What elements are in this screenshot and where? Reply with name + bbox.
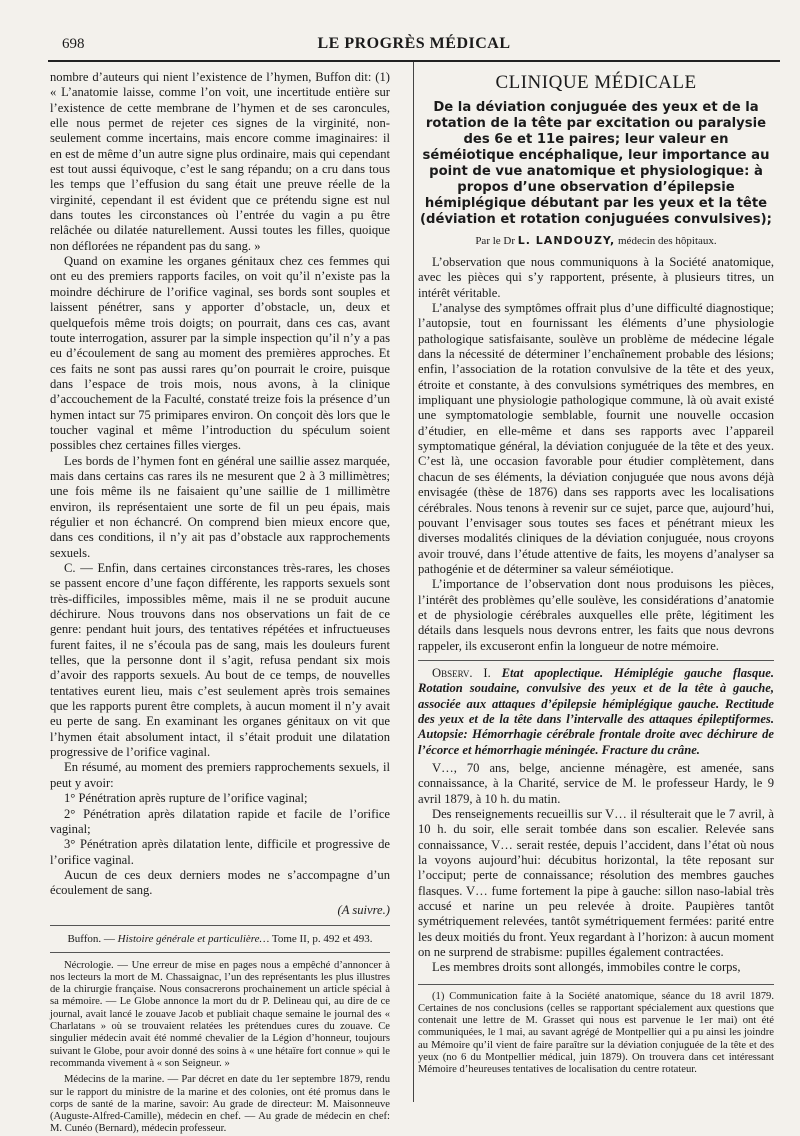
source-author: Buffon. — — [67, 932, 115, 945]
divider — [50, 925, 390, 926]
article-title: De la déviation conjuguée des yeux et de la rotation de la tête par excitation ou paralysie des 6e et 11e paires; leur valeur en séméiotique encéphalique, leur importance au point de vue anatomique et physiologique: à propos d’une observation d’épilepsie hémiplégique débutant par les yeux et la tête (déviation et rotation conjuguées convulsives); — [420, 100, 772, 227]
running-header — [48, 34, 780, 56]
paragraph: Des renseignements recueillis sur V… il résulterait que le 7 avril, à 10 h. du soir, elle serait tombée dans son escalier. Relevée sans connaissance, V… serait restée, depuis l’accident, dans l’état où nous la voyons aujourd’hui: décubitus horizontal, la tête reposant sur l’occiput; perte de connaissance; résolution des membres gauches flasques. V… fume fortement la pipe à gauche: sillon naso-labial très accusé et narine un peu relevée à droite. Paupières tantôt symétriquement relevées, tantôt symétriquement fermées: parité entre les deux moitiés du front. Yeux regardant à l’horizon: à aucun moment on ne surprend de strabisme: pupilles également contractées. — [418, 807, 774, 960]
header-rule — [48, 60, 780, 62]
list-item: 1° Pénétration après rupture de l’orifice vaginal; — [64, 791, 308, 806]
paragraph: Les bords de l’hymen font en général une saillie assez marquée, mais dans certains cas rares ils ne mesurent que 2 à 3 millimètres; une fois même ils ne faisaient qu’une saillie de 1 millimètre environ, ils représentaient une sorte de fil un peu épais, mais régulier et non échancré. On comprend bien mieux encore que, dans ces conditions, il n’y ait pas d’obstacle aux rapprochements sexuels. — [50, 453, 390, 560]
journal-title: LE PROGRÈS MÉDICAL — [317, 35, 511, 52]
paragraph: Les membres droits sont allongés, immobiles contre le corps, — [432, 960, 741, 975]
navy-doctors-note: Médecins de la marine. — Par décret en date du 1er septembre 1879, rendu sur le rapport du ministre de la marine et des colonies, ont été promus dans le corps de santé de la marine, savoir: Au grade de directeur: M. Maisonneuve (Auguste-Alfred-Camille), médecin en chef. — Au grade de médecin en chef: M. Cunéo (Bernard), médecin professeur. — [50, 1074, 390, 1135]
observation-title: Etat apoplectique. Hémiplégie gauche flasque. Rotation soudaine, convulsive des yeux et de la tête à gauche, associée aux attaques d’épilepsie hémiplégique gauche. Rectitude des yeux et de la tête dans l’intervalle des attaques épileptiformes. Autopsie: Hémorrhagie cérébrale frontale droite avec déchirure de l’écorce et hémorrhagie méningée. Fracture du crâne. — [418, 665, 774, 757]
author-title: médecin des hôpitaux. — [618, 235, 717, 247]
source-pages: Tome II, p. 492 et 493. — [271, 932, 373, 945]
paragraph: En résumé, au moment des premiers rapprochements sexuels, il peut y avoir: — [50, 760, 390, 790]
paragraph: nombre d’auteurs qui nient l’existence de l’hymen, Buffon dit: (1) « L’anatomie laisse, comme l’on voit, une incertitude entière sur l’existence de cette membrane de l’hymen et de ses caroncules, elle nous permet de rejeter ces signes de la virginité, non-seulement comme incertains, mais encore comme imaginaires: il en est de même d’un autre signe plus ordinaire, mais qui cependant est tout aussi équivoque, c’est le sang répandu; on a cru dans tous les temps que l’effusion du sang était une preuve réelle de la virginité, cependant il est évident que ce prétendu signe est nul dans toutes les circonstances où l’entrée du vagin a pu être relâchée ou dilatée naturellement. Aussi toutes les filles, quoique non déflorées ne répandent pas du sang. » — [50, 70, 390, 253]
paragraph: L’importance de l’observation dont nous produisons les pièces, l’intérêt des problèmes qu’elle soulève, les considérations d’anatomie et de physiologie cérébrales auxquelles elle prête, légitiment les détails dans lesquels nous devrons entrer, les faits que nous devrons rappeler, ils excuseront enfin la longueur de notre mémoire. — [418, 577, 774, 653]
left-body — [50, 70, 390, 918]
list-item: 3° Pénétration après dilatation lente, difficile et progressive de l’orifice vaginal. — [50, 837, 390, 867]
author-name: L. LANDOUZY, — [517, 234, 616, 247]
footnote-rule — [418, 984, 774, 985]
footnote — [418, 991, 774, 1076]
source-title: Histoire générale et particulière… — [117, 932, 270, 945]
section-title: CLINIQUE MÉDICALE — [495, 72, 697, 93]
paragraph: Aucun de ces deux derniers modes ne s’accompagne d’un écoulement de sang. — [50, 867, 390, 898]
right-column — [418, 70, 774, 1076]
paragraph: L’observation que nous communiquons à la Société anatomique, avec les pièces qui s’y rapportent, présente, à plusieurs titres, un intérêt véritable. — [418, 255, 774, 300]
right-body — [418, 255, 774, 976]
paragraph: L’analyse des symptômes offrait plus d’une difficulté diagnostique; l’autopsie, tout en fournissant les éléments d’une physiologie pathologique satisfaisante, soulève un problème de médecine légale dans la nécessité de déterminer l’enchaînement probable des lésions; enfin, l’association de la rotation convulsive de la tête et des yeux, étroite et constante, à des convulsions symétriques des membres, en impliquant une physiologie pathologique commune, là où avait existé une symptomatologie semblable, fournit une nouvelle occasion d’étudier, en elle-même et dans ses rapports avec l’appareil symptomatique général, la déviation conjuguée de la tête et des yeux. C’est là, une occasion favorable pour étudier complètement, dans chacun de ses éléments, la déviation conjuguée que nous avons déjà envisagée (thèse de 1876) dans ses rapports avec les localisations cérébrales. Nous tenons à revenir sur ce sujet, parce que, aujourd’hui, pouvant l’envisager sous toutes ses faces et pénétrant mieux les diverses modalités cliniques de la déviation conjuguée, nous croyons avoir trouvé, dans l’étude attentive de faits, les moyens d’analyser sa pathogénie et de déterminer sa valeur séméiotique. — [418, 301, 774, 576]
observation-label: Observ. I. — [432, 665, 491, 680]
footnote-text: (1) Communication faite à la Société anatomique, séance du 18 avril 1879. Certaines de nos conclusions (celles se rapportant spécialement aux questions que contenait une lettre de M. Grasset qui nous est parvenue le 1er mai) ont été communiquées, le 1 mai, au savant agrégé de Montpellier qui a pu ainsi les joindre au Mémoire qu’il vient de faire paraître sur la déviation conjuguée de la tête et des yeux (no 6 du Montpellier médical, juin 1879). On trouvera dans cet intéressant Mémoire d’heureuses tentatives de localisation du centre rotateur. — [418, 990, 774, 1076]
divider — [50, 952, 390, 953]
news-notes — [50, 960, 390, 1136]
byline-prefix: Par le Dr — [475, 235, 516, 247]
observation-heading — [418, 666, 774, 758]
page-number: 698 — [62, 36, 85, 52]
list-item: 2° Pénétration après dilatation rapide et facile de l’orifice vaginal; — [50, 806, 390, 836]
byline — [418, 234, 774, 247]
left-column — [50, 70, 390, 1136]
paragraph: Quand on examine les organes génitaux chez ces femmes qui ont eu des premiers rapports faciles, on voit qu’il n’existe pas la moindre déchirure de l’orifice vaginal, ses bords sont souples et laissent pénétrer, sans y apporter d’obstacle, un, deux et quelquefois même trois doigts; on pourrait, dans ces cas, avant toute interrogation, assurer par la simple inspection qu’il n’y a pas eu d’écoulement de sang au moment des premières approches. Et ces faits ne sont pas aussi rares qu’on pourrait le croire, puisque dans l’espace de trois mois, nous avons, à la clinique d’accouchement de la Faculté, constaté treize fois la présence d’un hymen intact sur 75 primipares environ. On conçoit dès lors que le toucher vaginal et même l’introduction du spéculum soient possibles chez certaines filles vierges. — [50, 254, 390, 453]
obituary-note: Nécrologie. — Une erreur de mise en pages nous a empêché d’annoncer à nos lecteurs la mort de M. Chassaignac, l’un des représentants les plus illustres de la chirurgie française. Nous consacrerons prochainement un article spécial à sa mémoire. — Le Globe annonce la mort du dr P. Delineau qui, au dire de ce journal, avait lancé le zouave Jacob et publiait chaque semaine le journal des « Charlatans » où se trouvaient relatées les prétendues cures du zouave. Ce singulier médecin avait été nommé chevalier de la Légion d’honneur, toujours suivant le Globe, pour avoir donné des soins à « une hétaïre fort connue » qui le recommanda vivement à « son Seigneur. » — [50, 959, 390, 1069]
divider — [418, 660, 774, 661]
paragraph: V…, 70 ans, belge, ancienne ménagère, est amenée, sans connaissance, à la Charité, service de M. le professeur Hardy, le 9 avril 1879, à 10 h. du matin. — [418, 761, 774, 806]
source-citation — [50, 933, 390, 945]
paragraph: C. — Enfin, dans certaines circonstances très-rares, les choses se passent encore d’une façon différente, les rapports sexuels sont très-difficiles, impossibles même, mais il ne se produit aucune déchirure. Nous trouvons dans nos observations un fait de ce genre: pendant huit jours, des tentatives répétées et infructueuses furent faites, il ne s’écoula pas de sang, mais les douleurs furent telles, que la personne dont il s’agit, refusa pendant six mois d’avoir des rapports sexuels. Au bout de ce temps, de nouvelles tentatives eurent lieu, mais c’est seulement après trois semaines que les rapports purent être complets, à aucun moment il n’y avait eu perte de sang. En examinant les organes génitaux on vit que l’hymen était absolument intact, il s’était produit une dilatation progressive de l’orifice vaginal. — [50, 561, 390, 760]
to-be-continued: (A suivre.) — [337, 902, 390, 917]
column-rule — [413, 62, 414, 1102]
